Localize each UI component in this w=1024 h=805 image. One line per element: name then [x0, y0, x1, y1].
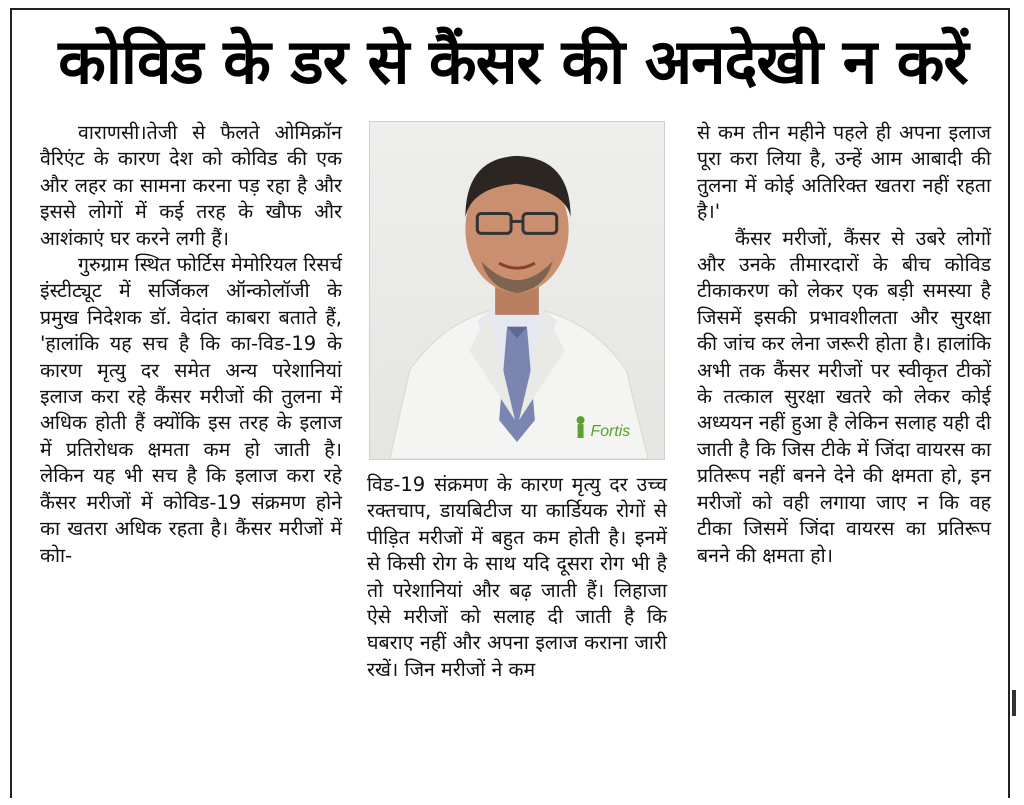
paragraph: विड-19 संक्रमण के कारण मृत्यु दर उच्च रक्तचाप, डायबिटीज या कार्डियक रोगों से पीड़ित मरीजों में बहुत कम होती है। इनमें से किसी रोग के साथ यदि दूसरा रोग भी है तो परेशानियां और बढ़ जाती हैं। लिहाजा ऐसे मरीजों को सलाह दी जाती है कि घबराए नहीं और अपना इलाज कराना जारी रखें। जिन मरीजों ने कम — [367, 473, 667, 681]
paragraph: वाराणसी।तेजी से फैलते ओमिक्रॉन वैरिएंट के कारण देश को कोविड की एक और लहर का सामना करना पड़ रहा है और इससे लोगों में कई तरह के खौफ और आशंकाएं घर करने लगी हैं। — [40, 121, 342, 250]
article-column-3 — [697, 120, 991, 795]
paragraph: से कम तीन महीने पहले ही अपना इलाज पूरा करा लिया है, उन्हें आम आबादी की तुलना में कोई अतिरिक्त खतरा नहीं रहता है।' — [697, 121, 991, 224]
doctor-portrait-illustration — [370, 122, 664, 459]
article-column-2 — [367, 472, 667, 795]
doctor-photo — [369, 121, 665, 460]
coat-logo-text: Fortis — [590, 423, 631, 441]
edge-mark — [1012, 690, 1016, 716]
headline: कोविड के डर से कैंसर की अनदेखी न करें — [58, 25, 968, 98]
paragraph: कैंसर मरीजों, कैंसर से उबरे लोगों और उनके तीमारदारों के बीच कोविड टीकाकरण को लेकर एक बड़ी समस्या है जिसमें इसकी प्रभावशीलता और सुरक्षा की जांच कर लेना जरूरी होता है। हालांकि अभी तक कैंसर मरीजों पर स्वीकृत टीकों के तत्काल सुरक्षा खतरे को लेकर कोई अध्ययन नहीं हुआ है लेकिन सलाह यही दी जाती है कि जिस टीके में जिंदा वायरस का प्रतिरूप नहीं बनने देने की क्षमता हो, इन मरीजों को वही लगाया जाए न कि वह टीका जिसमें जिंदा वायरस का प्रतिरूप बनने की क्षमता हो। — [697, 226, 991, 567]
paragraph: गुरुग्राम स्थित फोर्टिस मेमोरियल रिसर्च इंस्टीट्यूट में सर्जिकल ऑन्कोलॉजी के प्रमुख निदेशक डॉ. वेदांत काबरा बताते हैं, 'हालांकि यह सच है कि का-विड-19 के कारण मृत्यु दर समेत अन्य परेशानियां इलाज करा रहे कैंसर मरीजों की तुलना में अधिक होती हैं क्योंकि इस तरह के इलाज में प्रतिरोधक क्षमता कम हो जाती है। लेकिन यह भी सच है कि इलाज करा रहे कैंसर मरीजों में कोविड-19 संक्रमण होने का खतरा अधिक रहता है। कैंसर मरीजों में कोा- — [40, 253, 342, 567]
article-column-1 — [40, 120, 342, 795]
